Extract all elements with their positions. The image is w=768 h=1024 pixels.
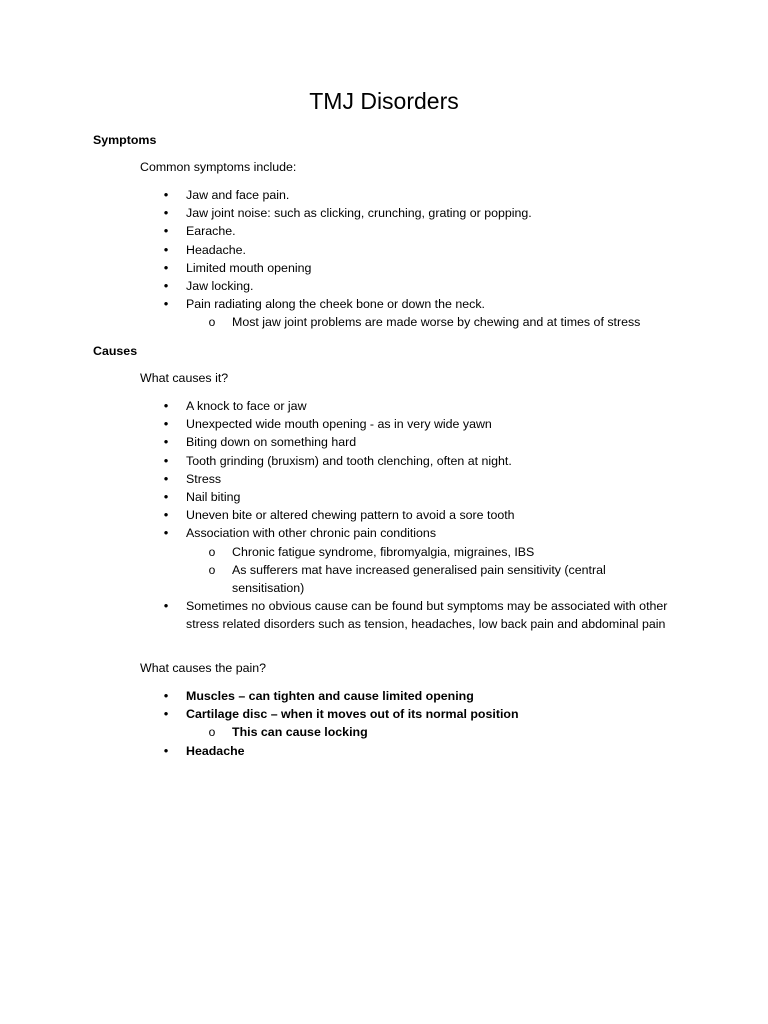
list-item-text: Pain radiating along the cheek bone or down the neck. (186, 297, 485, 312)
causes-intro: What causes it? (140, 371, 229, 385)
list-item-text: Jaw joint noise: such as clicking, crunching, grating or popping. (186, 206, 532, 221)
sub-list-item-text: As sufferers mat have increased generalised pain sensitivity (central sensitisation) (232, 562, 606, 596)
bullet-marker: • (163, 296, 169, 312)
list-item (0, 597, 686, 633)
list-item (0, 452, 686, 470)
list-item-text: Limited mouth opening (186, 260, 312, 275)
list-item-text: Jaw and face pain. (186, 188, 290, 202)
bullet-marker: • (163, 205, 169, 221)
list-item (0, 186, 686, 204)
list-item (0, 705, 686, 723)
list-item (0, 687, 686, 705)
list-item-text: Stress (186, 471, 222, 486)
list-item (0, 742, 686, 760)
list-item-text: Nail biting (186, 490, 241, 505)
list-item-text: Earache. (186, 224, 236, 239)
bullet-marker: • (163, 398, 169, 413)
list-item (0, 524, 686, 542)
bullet-marker: • (163, 507, 169, 523)
list-item-text: A knock to face or jaw (186, 399, 307, 413)
bullet-marker: • (163, 416, 169, 432)
bullet-marker: • (163, 452, 169, 468)
symptoms-intro: Common symptoms include: (140, 160, 297, 174)
list-item-text: Cartilage disc – when it moves out of its normal position (186, 707, 519, 722)
bullet-marker: • (163, 259, 169, 275)
bullet-marker: • (163, 525, 169, 541)
sub-bullet-marker: o (208, 315, 216, 330)
bullet-marker: • (163, 706, 169, 722)
list-item-text: Tooth grinding (bruxism) and tooth clenching, often at night. (186, 453, 512, 468)
bullet-marker: • (163, 742, 169, 758)
list-item-text: Muscles – can tighten and cause limited opening (186, 689, 474, 703)
page-title: TMJ Disorders (309, 88, 459, 114)
symptoms-list (0, 186, 768, 332)
sub-bullet-marker: o (208, 544, 216, 559)
list-item-text: Unexpected wide mouth opening - as in very wide yawn (186, 417, 492, 432)
causes-heading: Causes (93, 344, 138, 358)
list-item (0, 433, 686, 451)
bullet-marker: • (163, 223, 169, 239)
list-item-text: Biting down on something hard (186, 435, 357, 450)
causes-list (0, 397, 768, 634)
pain-intro: What causes the pain? (140, 661, 267, 675)
list-item (0, 397, 686, 415)
list-item (0, 277, 686, 295)
bullet-marker: • (163, 688, 169, 703)
sub-list-item (0, 543, 672, 561)
list-item (0, 222, 686, 240)
sub-list-item (0, 313, 672, 331)
list-item-text: Sometimes no obvious cause can be found but symptoms may be associated with other stress related disorders such as tension, headaches, low back pain and abdominal pain (186, 599, 668, 632)
sub-bullet-marker: o (208, 725, 216, 740)
list-item (0, 241, 686, 259)
bullet-marker: • (163, 241, 169, 257)
bullet-marker: • (163, 470, 169, 486)
bullet-marker: • (163, 598, 169, 614)
list-item-text: Headache. (186, 242, 246, 257)
list-item (0, 488, 686, 506)
sub-bullet-marker: o (208, 562, 216, 577)
list-item (0, 295, 686, 313)
sub-list-item (0, 561, 672, 597)
bullet-marker: • (163, 187, 169, 202)
list-item (0, 506, 686, 524)
sub-list-item-text: Chronic fatigue syndrome, fibromyalgia, migraines, IBS (232, 544, 535, 559)
list-item (0, 204, 686, 222)
list-item-text: Uneven bite or altered chewing pattern to avoid a sore tooth (186, 508, 515, 523)
list-item-text: Association with other chronic pain conditions (186, 526, 437, 541)
sub-list-item-text: This can cause locking (232, 725, 368, 740)
symptoms-heading: Symptoms (93, 133, 157, 147)
list-item-text: Headache (186, 743, 245, 758)
bullet-marker: • (163, 278, 169, 294)
bullet-marker: • (163, 434, 169, 450)
sub-list-item-text: Most jaw joint problems are made worse by chewing and at times of stress (232, 315, 641, 330)
pain-list (0, 687, 768, 760)
bullet-marker: • (163, 489, 169, 505)
list-item-text: Jaw locking. (186, 279, 254, 294)
list-item (0, 259, 686, 277)
sub-list-item (0, 723, 672, 741)
list-item (0, 415, 686, 433)
list-item (0, 470, 686, 488)
